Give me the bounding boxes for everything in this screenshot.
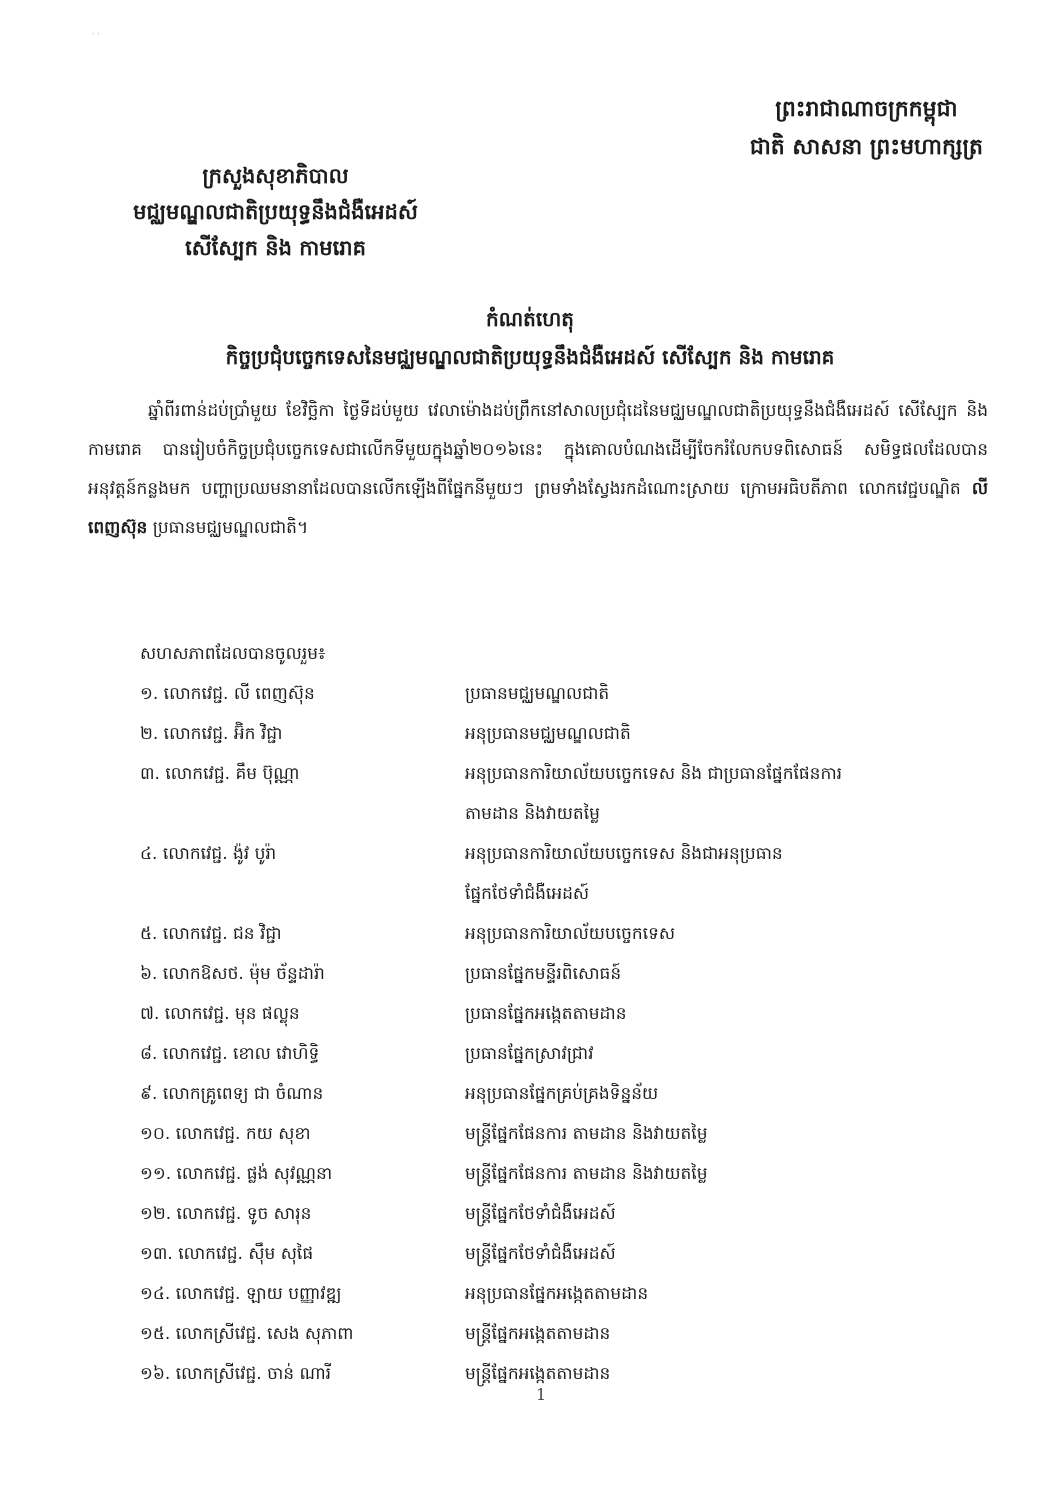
participant-row: [140, 1234, 1000, 1274]
title-minutes: កំណត់ហេតុ: [486, 307, 574, 331]
participant-row-continued: [140, 874, 1000, 914]
participant-name: ៨. លោកវេជ្ជ. ខោល វោហិទ្ធិ: [140, 1044, 320, 1064]
kingdom-motto: [750, 90, 983, 166]
participant-role: ប្រធានផ្នែកស្រាវជ្រាវ: [465, 1044, 594, 1064]
participant-name: ១១. លោកវេជ្ជ. ផ្លង់ សុវណ្ណនា: [140, 1164, 333, 1184]
participant-row: [140, 1274, 1000, 1314]
intro-paragraph: [88, 392, 988, 548]
participant-name: ១៦. លោកស្រីវេជ្ជ. ចាន់ ណារី: [140, 1364, 332, 1384]
participant-name: ៣. លោកវេជ្ជ. គឹម ប៊ុណ្ណា: [140, 764, 300, 784]
participant-row: [140, 834, 1000, 874]
participant-role: មន្ត្រីផ្នែកផែនការ តាមដាន និងវាយតម្លៃ: [465, 1124, 708, 1144]
participant-row: [140, 1034, 1000, 1074]
participant-role: ផ្នែកថែទាំជំងឺអេដស៍: [465, 884, 590, 904]
participant-role: មន្ត្រីផ្នែកផែនការ តាមដាន និងវាយតម្លៃ: [465, 1164, 708, 1184]
participant-name: ១៣. លោកវេជ្ជ. ស៊ឹម សុផៃ: [140, 1244, 314, 1264]
participant-row: [140, 754, 1000, 794]
center-name-continued: សើស្បែក និង កាមរោគ: [185, 235, 366, 260]
ministry-name: ក្រសួងសុខាភិបាល: [202, 163, 349, 188]
participant-role: ប្រធានមជ្ឈមណ្ឌលជាតិ: [465, 684, 610, 704]
participant-name: ៥. លោកវេជ្ជ. ជន វិជ្ជា: [140, 924, 282, 944]
participant-name: ១៥. លោកស្រីវេជ្ជ. សេង សុភាពា: [140, 1324, 354, 1344]
participant-row-continued: [140, 794, 1000, 834]
participant-name: ៩. លោកគ្រូពេទ្យ ជា ចំណាន: [140, 1084, 324, 1104]
participant-row: [140, 994, 1000, 1034]
participant-role: មន្ត្រីផ្នែកអង្កេតតាមដាន: [465, 1324, 611, 1344]
participant-role: តាមដាន និងវាយតម្លៃ: [465, 804, 600, 824]
participant-row: [140, 714, 1000, 754]
participant-role: មន្ត្រីផ្នែកថែទាំជំងឺអេដស៍: [465, 1244, 616, 1264]
participant-row: [140, 1154, 1000, 1194]
participant-name: [140, 794, 465, 834]
participant-name: ៤. លោកវេជ្ជ. ង៉ូវ បូរ៉ា: [140, 844, 277, 864]
scan-mark: ' ': [92, 32, 100, 42]
participant-role: អនុប្រធានការិយាល័យបច្ចេកទេស និងជាអនុប្រធាន: [465, 844, 783, 864]
participant-row: [140, 1074, 1000, 1114]
participant-row: [140, 954, 1000, 994]
chair-name: លី ពេញស៊ុន: [88, 479, 988, 538]
issuing-authority: [88, 158, 463, 266]
participants-rows: [140, 674, 1000, 1394]
participant-role: អនុប្រធានមជ្ឈមណ្ឌលជាតិ: [465, 724, 631, 744]
document-title: [60, 300, 1000, 376]
page-number: 1: [536, 1385, 547, 1404]
participant-role: អនុប្រធានផ្នែកគ្រប់គ្រងទិន្នន័យ: [465, 1084, 659, 1104]
participant-role: មន្ត្រីផ្នែកអង្កេតតាមដាន: [465, 1364, 611, 1384]
participants-heading: សហសភាពដែលបានចូលរួម៖: [140, 644, 326, 664]
participant-row: [140, 674, 1000, 714]
participant-role: ប្រធានផ្នែកអង្កេតតាមដាន: [465, 1004, 627, 1024]
participant-role: អនុប្រធានការិយាល័យបច្ចេកទេស និង ជាប្រធានផ្នែកផែនការ: [465, 764, 843, 784]
kingdom-name: ព្រះរាជាណាចក្រកម្ពុជា: [775, 96, 958, 122]
participant-name: [140, 874, 465, 914]
participant-role: អនុប្រធានការិយាល័យបច្ចេកទេស: [465, 924, 676, 944]
participant-row: [140, 1354, 1000, 1394]
center-name: មជ្ឈមណ្ឌលជាតិប្រយុទ្ធនឹងជំងឺអេដស៍: [133, 199, 418, 224]
chair-title: ប្រធានមជ្ឈមណ្ឌលជាតិ។: [152, 518, 309, 538]
intro-text: ឆ្នាំពីរពាន់ដប់ប្រាំមួយ ខែវិច្ឆិកា ថ្ងៃទីដប់មួយ វេលាម៉ោងដប់ព្រឹកនៅសាលប្រជុំដេនៃមជ្ឈមណ្ឌលជាតិប្រយុទ្ធនឹងជំងឺអេដស៍ សើស្បែក និង កាមរោគ បានរៀបចំកិច្ចប្រជុំបច្ចេកទេសជាលើកទីមួយក្នុងឆ្នាំ២០១៦នេះ ក្នុងគោលបំណងដើម្បីចែករំលែកបទពិសោធន៍ សមិទ្ធផលដែលបាន អនុវត្តន៍កន្លងមក បញ្ហាប្រឈមនានាដែលបានលើកឡើងពីផ្នែកនីមួយៗ ព្រមទាំងស្វែងរកដំណោះស្រាយ ក្រោមអធិបតីភាព លោកវេជ្ជបណ្ឌិត: [88, 401, 988, 499]
national-motto: ជាតិ សាសនា ព្រះមហាក្សត្រ: [749, 134, 983, 160]
participant-row: [140, 1114, 1000, 1154]
participant-row: [140, 1194, 1000, 1234]
participant-name: ៧. លោកវេជ្ជ. មុន ផល្លុន: [140, 1004, 300, 1024]
participant-name: ១. លោកវេជ្ជ. លី ពេញស៊ុន: [140, 684, 315, 704]
participant-row: [140, 914, 1000, 954]
participant-name: ១២. លោកវេជ្ជ. ទូច សារុន: [140, 1204, 312, 1224]
participant-row: [140, 1314, 1000, 1354]
participant-name: ១០. លោកវេជ្ជ. កយ សុខា: [140, 1124, 311, 1144]
title-meeting: កិច្ចប្រជុំបច្ចេកទេសនៃមជ្ឈមណ្ឌលជាតិប្រយុទ្ធនឹងជំងឺអេដស៍ សើស្បែក និង កាមរោគ: [225, 345, 835, 369]
participant-role: មន្ត្រីផ្នែកថែទាំជំងឺអេដស៍: [465, 1204, 616, 1224]
participants-list: [140, 634, 1000, 1394]
participant-role: ប្រធានផ្នែកមន្ទីរពិសោធន៍: [465, 964, 622, 984]
participant-role: អនុប្រធានផ្នែកអង្កេតតាមដាន: [465, 1284, 649, 1304]
participant-name: ១៤. លោកវេជ្ជ. ឡាយ បញ្ញាវឌ្ឍ: [140, 1284, 342, 1304]
participant-name: ២. លោកវេជ្ជ. អ៊ិក វិជ្ជា: [140, 724, 283, 744]
participant-name: ៦. លោកឱសថ. ម៉ុម ច័ន្ទដារ៉ា: [140, 964, 325, 984]
